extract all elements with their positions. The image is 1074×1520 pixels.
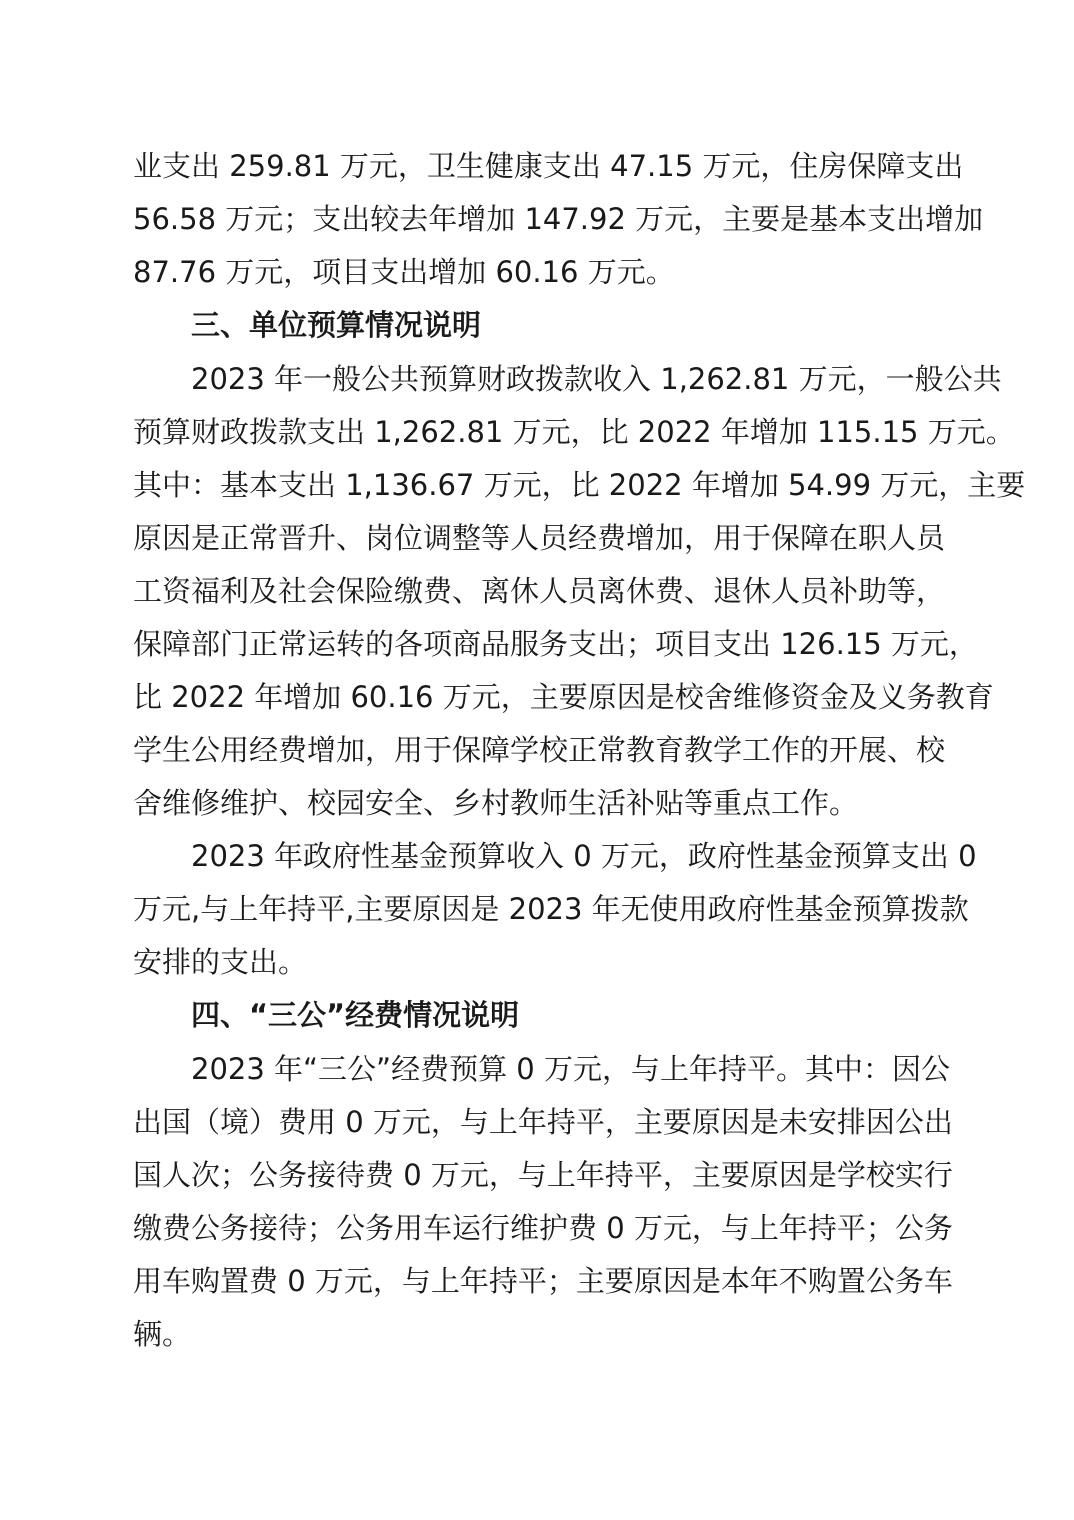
text-line: 其中：基本支出 1,136.67 万元，比 2022 年增加 54.99 万元，主要 xyxy=(133,468,1026,502)
section-heading-unit-budget: 三、单位预算情况说明 xyxy=(191,308,482,342)
paragraph-government-fund xyxy=(133,830,977,989)
paragraph-general-budget xyxy=(133,353,1026,830)
text-line: 2023 年政府性基金预算收入 0 万元，政府性基金预算支出 0 xyxy=(191,839,977,873)
text-line: 安排的支出。 xyxy=(133,945,308,979)
text-line: 舍维修维护、校园安全、乡村教师生活补贴等重点工作。 xyxy=(133,786,859,820)
text-line: 56.58 万元；支出较去年增加 147.92 万元，主要是基本支出增加 xyxy=(133,202,984,236)
text-line: 万元,与上年持平,主要原因是 2023 年无使用政府性基金预算拨款 xyxy=(133,892,969,926)
text-line: 出国（境）费用 0 万元，与上年持平，主要原因是未安排因公出 xyxy=(133,1105,953,1139)
text-line: 缴费公务接待；公务用车运行维护费 0 万元，与上年持平；公务 xyxy=(133,1211,953,1245)
text-line: 用车购置费 0 万元，与上年持平；主要原因是本年不购置公务车 xyxy=(133,1264,953,1298)
section-heading-three-public: 四、“三公”经费情况说明 xyxy=(191,998,520,1032)
paragraph-continuation xyxy=(133,140,984,299)
text-line: 87.76 万元，项目支出增加 60.16 万元。 xyxy=(133,255,675,289)
paragraph-three-public xyxy=(133,1043,953,1361)
document-body xyxy=(133,140,1026,1361)
text-line: 工资福利及社会保险缴费、离休人员离休费、退休人员补助等， xyxy=(133,574,946,608)
text-line: 2023 年“三公”经费预算 0 万元，与上年持平。其中：因公 xyxy=(191,1052,950,1086)
text-line: 比 2022 年增加 60.16 万元，主要原因是校舍维修资金及义务教育 xyxy=(133,680,994,714)
text-line: 业支出 259.81 万元，卫生健康支出 47.15 万元，住房保障支出 xyxy=(133,149,964,183)
text-line: 学生公用经费增加，用于保障学校正常教育教学工作的开展、校 xyxy=(133,733,946,767)
text-line: 2023 年一般公共预算财政拨款收入 1,262.81 万元，一般公共 xyxy=(191,362,1002,396)
text-line: 预算财政拨款支出 1,262.81 万元，比 2022 年增加 115.15 万元。 xyxy=(133,415,1015,449)
text-line: 原因是正常晋升、岗位调整等人员经费增加，用于保障在职人员 xyxy=(133,521,946,555)
text-line: 国人次；公务接待费 0 万元，与上年持平，主要原因是学校实行 xyxy=(133,1158,953,1192)
text-line: 保障部门正常运转的各项商品服务支出；项目支出 126.15 万元， xyxy=(133,627,978,661)
text-line: 辆。 xyxy=(133,1317,192,1351)
